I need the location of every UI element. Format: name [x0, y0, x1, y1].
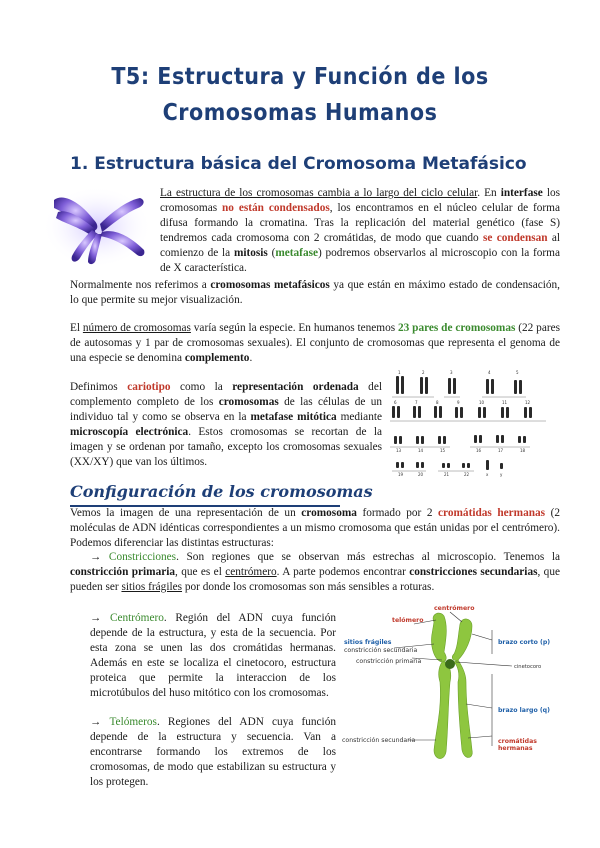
karyotype-label: 12 [525, 400, 531, 405]
karyotype-label: 4 [488, 370, 491, 375]
section2-heading: Configuración de los cromosomas [70, 482, 373, 501]
paragraph-metafasicos: Normalmente nos referimos a cromosomas metafásicos ya que están en máximo estado de condensación, lo que permite su mejor visualización. [70, 279, 560, 306]
chromosome-diagram [342, 600, 560, 770]
karyotype-label: 7 [415, 400, 418, 405]
paragraph-telomeros: → Telómeros. Regiones del ADN cuya función depende de la estructura y secuencia. Van a encontrarse formando los extremos de los cromosomas, de modo que estabilizan su estructura y los protegen. [90, 716, 336, 788]
label-sitios-fragiles: sitios frágiles [344, 639, 392, 646]
karyotype-label: 5 [516, 370, 519, 375]
paragraph-numero-cromosomas: El número de cromosomas varía según la especie. En humanos tenemos 23 pares de cromosomas (22 pares de autosomas y 1 par de cromosomas sexuales). El conjunto de cromosomas que representa el genoma de una especie se denomina complemento. [70, 322, 561, 364]
page-title-line1: T5: Estructura y Función de los [111, 64, 489, 90]
karyotype-label: 17 [498, 448, 504, 453]
label-cromatidas: cromátidas [498, 738, 537, 745]
karyotype-label: 6 [394, 400, 397, 405]
karyotype-label: 21 [444, 472, 450, 477]
karyotype-label: 3 [450, 370, 453, 375]
karyotype-label: 8 [436, 400, 439, 405]
label-telomero: telómero [392, 617, 424, 624]
label-brazo-corto: brazo corto (p) [498, 639, 551, 646]
karyotype-label: 10 [479, 400, 485, 405]
chromosome-photo [42, 186, 152, 268]
paragraph-centromero: → Centrómero. Región del ADN cuya función depende de la estructura, y esta de la secuencia. Por esta zona se unen las dos cromátidas hermanas. Además en este se localiza el cinetocoro, estructura proteica que permite la interaccion de los microtúbulos del huso mitótico con los cromosomas. [90, 612, 336, 699]
karyotype-label: 16 [476, 448, 482, 453]
label-centromero: centrómero [434, 605, 475, 612]
karyotype-label: 2 [422, 370, 425, 375]
paragraph-constricciones: → Constricciones. Son regiones que se observan más estrechas al microscopio. Tenemos la constricción primaria, que es el centrómero. A parte podemos encontrar constricciones secundarias, que pueden ser sitios frágiles por donde los cromosomas son más sensibles a roturas. [70, 551, 561, 593]
label-constriccion-secundaria-bottom: constricción secundaria [342, 737, 416, 744]
karyotype-label: 20 [418, 472, 424, 477]
label-constriccion-secundaria-top: constricción secundaria [344, 647, 418, 654]
label-constriccion-primaria: constricción primaria [356, 658, 422, 665]
karyotype-label: 19 [398, 472, 404, 477]
karyotype-label: 9 [457, 400, 460, 405]
label-cinetocoro: cinetocoro [514, 664, 542, 670]
karyotype-label: 1 [398, 370, 401, 375]
paragraph-configuracion: Vemos la imagen de una representación de un cromosoma formado por 2 cromátidas hermanas (2 moléculas de ADN idénticas correspondientes a un mismo cromosoma que están unidas por el centrómero). Podemos diferenciar las distintas estructuras: [70, 507, 560, 549]
karyotype-label: 11 [502, 400, 508, 405]
karyotype-label: 15 [440, 448, 446, 453]
label-brazo-largo: brazo largo (q) [498, 707, 550, 714]
paragraph-cariotipo: Definimos cariotipo como la representación ordenada del complemento completo de los cromosomas de las células de un individuo tal y como se observa en la metafase mitótica mediante microscopía electrónica. Estos cromosomas se recortan de la imagen y se ordenan por tamaño, excepto los cromosomas sexuales (XX/XY) que van los últimos. [70, 381, 382, 468]
karyotype-image [386, 368, 550, 480]
section1-heading: 1. Estructura básica del Cromosoma Metafásico [70, 154, 527, 174]
karyotype-label: 18 [520, 448, 526, 453]
karyotype-label: y [500, 472, 503, 477]
label-hermanas: hermanas [498, 745, 533, 752]
karyotype-label: x [486, 472, 489, 477]
karyotype-label: 22 [464, 472, 470, 477]
karyotype-label: 14 [418, 448, 424, 453]
karyotype-label: 13 [396, 448, 402, 453]
page-title-line2: Cromosomas Humanos [162, 100, 438, 126]
paragraph-estructura: La estructura de los cromosomas cambia a lo largo del ciclo celular. En interfase los cromosomas no están condensados, los encontramos en el núcleo celular de forma difusa formando la cromatina. Tras la replicación del material genético (fase S) tendremos cada cromosoma con 2 cromátidas, de modo que cuando se condensan al comienzo de la mitosis (metafase) podremos observarlos al microscopio con la forma de X característica. [160, 187, 561, 274]
